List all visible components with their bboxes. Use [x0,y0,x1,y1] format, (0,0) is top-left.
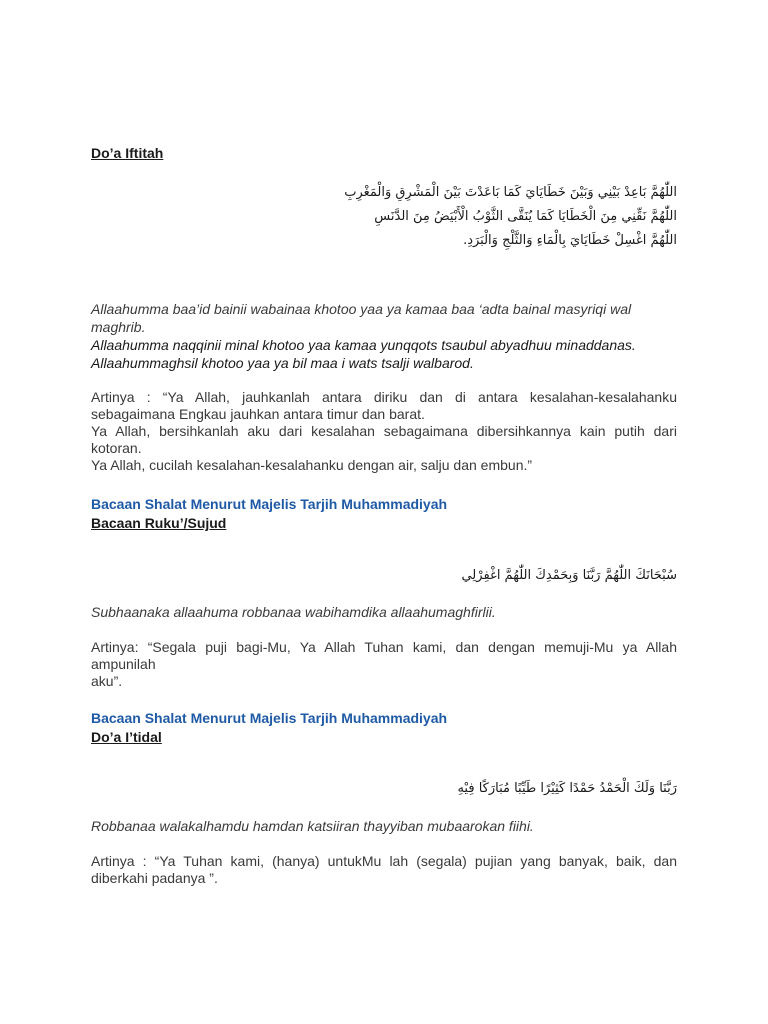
itidal-section-heading: Bacaan Shalat Menurut Majelis Tarjih Muhammadiyah [91,710,448,726]
ruku-heading: Bacaan Ruku’/Sujud [91,515,227,531]
iftitah-arabic [91,181,677,253]
ruku-translation-1: Artinya: “Segala puji bagi-Mu, Ya Allah Tuhan kami, dan dengan memuji-Mu ya Allah ampunilah [91,639,677,672]
itidal-translation: Artinya : “Ya Tuhan kami, (hanya) untukMu lah (segala) pujian yang banyak, baik, dan diberkahi padanya ”. [91,853,677,886]
iftitah-translation-2: Ya Allah, bersihkanlah aku dari kesalahan sebagaimana dibersihkannya kain putih dari kotoran. [91,423,677,456]
iftitah-translation [91,389,677,474]
iftitah-latin-3: Allaahummaghsil khotoo yaa ya bil maa i wats tsalji walbarod. [91,355,474,371]
iftitah-latin-1: Allaahumma baa’id bainii wabainaa khotoo yaa ya kamaa baa ‘adta bainal masyriqi wal maghrib. [91,301,632,335]
iftitah-arabic-line-2: اللّٰهُمَّ نَقِّنِي مِنَ الْخَطَايَا كَمَا يُنَقَّى الثَّوْبُ الْأَبْيَضُ مِنَ الدَّنَسِ [374,209,677,224]
ruku-translation-2: aku”. [91,673,123,689]
iftitah-translation-1: Artinya : “Ya Allah, jauhkanlah antara diriku dan di antara kesalahan-kesalahanku sebagaimana Engkau jauhkan antara timur dan barat. [91,389,677,422]
itidal-latin: Robbanaa walakalhamdu hamdan katsiiran thayyiban mubaarokan fiihi. [91,818,534,834]
ruku-arabic: سُبْحَانَكَ اللّٰهُمَّ رَبَّنَا وَبِحَمْدِكَ اللّٰهُمَّ اغْفِرْلِي [461,568,677,583]
itidal-arabic: رَبَّنَا وَلَكَ الْحَمْدُ حَمْدًا كَثِيْرًا طَيِّبًا مُبَارَكًا فِيْهِ [457,781,677,796]
iftitah-translation-3: Ya Allah, cucilah kesalahan-kesalahanku dengan air, salju dan embun.” [91,457,533,473]
iftitah-arabic-line-3: اللّٰهُمَّ اغْسِلْ خَطَايَايَ بِالْمَاءِ وَالثَّلْجِ وَالْبَرَدِ. [463,233,677,248]
itidal-heading: Do’a I’tidal [91,729,162,745]
ruku-latin: Subhaanaka allaahuma robbanaa wabihamdika allaahumaghfirlii. [91,604,496,620]
iftitah-latin-2: Allaahumma naqqinii minal khotoo yaa kamaa yunqqots tsaubul abyadhuu minaddanas. [91,337,636,353]
iftitah-heading: Do’a Iftitah [91,145,164,161]
iftitah-arabic-line-1: اللّٰهُمَّ بَاعِدْ بَيْنِي وَبَيْنَ خَطَايَايَ كَمَا بَاعَدْتَ بَيْنَ الْمَشْرِقِ وَالْمَغْرِبِ [344,185,677,200]
ruku-section-heading: Bacaan Shalat Menurut Majelis Tarjih Muhammadiyah [91,496,448,512]
iftitah-latin [91,300,677,372]
ruku-translation [91,639,677,690]
